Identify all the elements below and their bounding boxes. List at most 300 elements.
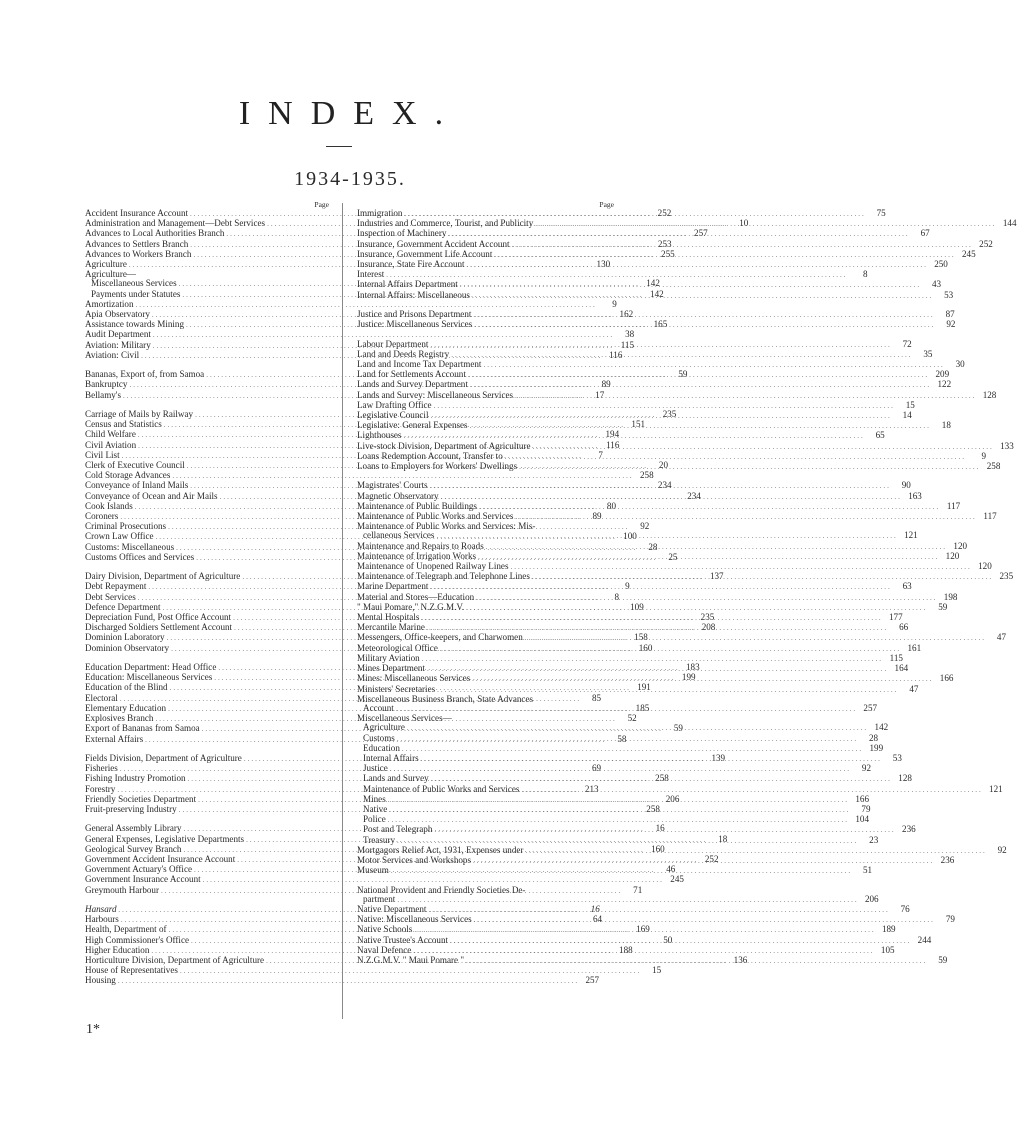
entry-label: Mercantile Marine	[357, 622, 425, 633]
entry-page-number: 257	[694, 228, 708, 239]
entry-label: Law Drafting Office	[357, 399, 432, 410]
entry-label: Horticulture Division, Department of Agriculture	[85, 954, 265, 965]
entry-label: Bananas, Export of, from Samoa	[85, 369, 205, 380]
entry-page-number: 9	[625, 581, 630, 592]
entry-page-number: 105	[880, 944, 895, 955]
entry-page-number: 142	[650, 288, 664, 299]
entry-page-number: 120	[978, 561, 992, 572]
entry-label: Apia Observatory	[85, 309, 150, 320]
dot-leader	[466, 601, 927, 613]
dot-leader	[451, 351, 912, 360]
entry-label: Education of the Blind	[85, 682, 168, 693]
dot-leader	[396, 702, 857, 714]
entry-label: Maintenance of Public Works and Services: Mis-	[357, 521, 536, 532]
entry-label: Immigration	[357, 208, 403, 218]
entry-label: Criminal Prosecutions	[85, 521, 167, 532]
entry-page-number: 8	[862, 269, 868, 280]
dot-leader	[515, 513, 976, 522]
entry-page-number: 90	[901, 480, 911, 491]
entry-page-number: 258	[646, 803, 660, 814]
entry-page-number: 7	[598, 449, 603, 460]
entry-label: Amortization	[85, 298, 134, 309]
entry-page-number: 177	[889, 612, 903, 623]
entry-label: Maintenance of Irrigation Works	[357, 550, 477, 561]
entry-label: " Maui Pomare," N.Z.G.M.V.	[357, 601, 465, 612]
entry-label: Justice and Prisons Department	[357, 309, 472, 320]
entry-page-number: 234	[687, 490, 701, 501]
entry-page-number: 92	[861, 763, 872, 774]
dot-leader	[472, 672, 933, 684]
index-entry	[357, 886, 615, 895]
entry-page-number: 115	[620, 339, 635, 350]
entry-page-number: 100	[623, 531, 637, 542]
entry-page-number: 35	[923, 348, 933, 359]
entry-label: General Assembly Library	[85, 823, 182, 834]
dot-leader	[434, 823, 895, 835]
entry-page-number: 235	[662, 409, 677, 420]
entry-label: Education: Miscellaneous Services	[85, 672, 213, 683]
entry-label: Aviation: Military	[85, 339, 151, 350]
entry-label: Lands and Survey Department	[357, 379, 468, 390]
entry-label: Insurance, Government Accident Account	[357, 238, 510, 249]
entry-label: Post and Telegraph	[363, 824, 433, 835]
entry-page-number: 137	[709, 571, 724, 582]
entry-label: Military Aviation	[357, 652, 420, 663]
entry-label: Fruit-preserving Industry	[85, 803, 177, 814]
entry-page-number: 236	[902, 824, 916, 835]
dot-leader	[486, 543, 947, 552]
entry-label: Police	[363, 814, 386, 825]
entry-page-number: 158	[634, 632, 648, 643]
entry-label: Insurance, Government Life Account	[357, 248, 493, 259]
entry-label: Explosives Branch	[85, 713, 154, 724]
entry-page-number: 23	[869, 834, 879, 845]
entry-label: Maintenance and Repairs to Roads	[357, 540, 484, 551]
entry-page-number: 16	[590, 903, 600, 914]
entry-label: Interest	[357, 269, 385, 280]
entry-label: Native Schools	[357, 924, 413, 935]
entry-label: Conveyance of Inland Mails	[85, 480, 189, 491]
dot-leader	[397, 735, 858, 744]
entry-page-number: 89	[601, 379, 611, 390]
entry-label: House of Representatives	[85, 965, 178, 976]
entry-page-number: 185	[635, 702, 650, 713]
entry-page-number: 63	[902, 581, 912, 592]
entry-page-number: 51	[862, 865, 873, 876]
entry-page-number: 258	[986, 461, 1001, 472]
entry-label: Housing	[85, 975, 116, 986]
entry-label: Maintenance of Public Works and Services	[363, 783, 520, 794]
entry-page-number: 89	[592, 511, 602, 522]
entry-label: Government Insurance Account	[85, 874, 201, 885]
entry-label: Internal Affairs: Miscellaneous	[357, 289, 470, 300]
entry-page-number: 183	[686, 662, 700, 673]
entry-page-number: 166	[939, 673, 954, 684]
entry-page-number: 169	[636, 924, 650, 935]
entry-page-number: 122	[937, 379, 952, 390]
entry-label: External Affairs	[85, 733, 144, 744]
entry-page-number: 252	[657, 208, 672, 218]
entry-label: General Expenses, Legislative Departments	[85, 833, 245, 844]
entry-page-number: 46	[666, 864, 676, 875]
entry-label: Child Welfare	[85, 429, 136, 440]
entry-label: Industries and Commerce, Tourist, and Publicity	[357, 218, 534, 229]
entry-label: Advances to Local Authorities Branch	[85, 228, 225, 239]
entry-label: Account	[363, 702, 394, 713]
entry-page-number: 59	[938, 601, 948, 612]
entry-page-number: 258	[655, 773, 669, 784]
dot-leader	[472, 288, 933, 301]
entry-page-number: 235	[999, 571, 1014, 582]
entry-page-number: 80	[606, 500, 616, 511]
dot-leader	[470, 419, 931, 431]
title-rule	[326, 146, 352, 147]
entry-page-number: 66	[899, 622, 909, 633]
entry-label: Education	[363, 742, 400, 753]
entry-label: Mines: Miscellaneous Services	[357, 673, 471, 684]
entry-page-number: 116	[606, 439, 620, 450]
dot-leader	[422, 655, 883, 664]
entry-label: Geological Survey Branch	[85, 843, 182, 854]
entry-page-number: 28	[648, 541, 658, 552]
entry-page-number: 104	[855, 814, 869, 825]
entry-page-number: 92	[946, 319, 956, 330]
entry-page-number: 38	[625, 329, 635, 340]
dot-leader	[440, 642, 901, 654]
entry-page-number: 47	[996, 632, 1006, 643]
dot-leader	[441, 490, 902, 502]
dot-leader	[511, 563, 972, 572]
entry-label: Maintenance of Telegraph and Telephone Lines	[357, 571, 530, 582]
index-entry	[85, 965, 662, 976]
entry-label: Civil Aviation	[85, 439, 137, 450]
entry-page-number: 244	[917, 934, 932, 945]
entry-page-number: 79	[945, 914, 955, 925]
entry-page-number: 115	[889, 652, 903, 663]
entry-label: Agriculture	[85, 259, 127, 270]
dot-leader	[468, 371, 929, 380]
entry-label: Government Accident Insurance Account	[85, 853, 236, 864]
entry-label: Loans Redemption Account, Transfer to	[357, 450, 503, 461]
entry-label: Lands and Survey: Miscellaneous Services	[357, 389, 514, 400]
entry-page-number: 59	[678, 369, 688, 380]
entry-label: Agriculture—	[85, 269, 137, 280]
entry-label: Naval Defence	[357, 944, 412, 955]
dot-leader	[434, 402, 895, 411]
entry-page-number: 198	[943, 591, 958, 602]
entry-page-number: 160	[651, 843, 665, 854]
entry-page-number: 109	[630, 601, 644, 612]
entry-label: Magistrates' Courts	[357, 480, 428, 491]
entry-label: Treasury	[363, 834, 395, 845]
entry-label: Health, Department of	[85, 924, 167, 935]
entry-page-number: 252	[704, 853, 719, 864]
entry-page-number: 199	[869, 742, 884, 753]
entry-page-number: 194	[605, 429, 620, 440]
dot-leader	[494, 248, 955, 260]
entry-page-number: 67	[920, 228, 930, 239]
entry-label: Export of Bananas from Samoa	[85, 723, 200, 734]
group-spacer	[85, 896, 330, 905]
entry-page-number: 253	[657, 238, 672, 249]
entry-page-number: 8	[614, 591, 620, 602]
entry-label: Audit Department	[85, 329, 151, 340]
entry-page-number: 116	[609, 349, 623, 360]
year-range: 1934-1935.	[294, 168, 406, 190]
dot-leader	[388, 793, 849, 805]
entry-page-number: 47	[909, 683, 919, 694]
entry-page-number: 136	[733, 954, 748, 965]
index-entry	[357, 692, 615, 704]
entry-label: Bellamy's	[85, 389, 121, 400]
column-divider	[342, 203, 343, 1019]
entry-label: Maintenance of Public Buildings	[357, 500, 477, 511]
entry-label: Assistance towards Mining	[85, 319, 185, 330]
dot-leader	[483, 361, 944, 370]
entry-page-number: 16	[655, 823, 665, 834]
dot-leader	[466, 954, 927, 966]
entry-page-number: 142	[646, 278, 660, 289]
entry-label: Dominion Observatory	[85, 642, 170, 653]
entry-label: Forestry	[85, 783, 116, 794]
entry-label: Electoral	[85, 692, 118, 703]
entry-page-number: 121	[989, 783, 1003, 794]
entry-label: Customs	[363, 732, 395, 743]
entry-label: N.Z.G.M.V. " Maui Pomare "	[357, 954, 465, 965]
dot-leader	[478, 553, 939, 562]
entry-page-number: 65	[875, 430, 885, 441]
entry-page-number: 236	[940, 854, 955, 865]
dot-leader	[427, 662, 888, 674]
entry-label: Administration and Management—Debt Services	[85, 218, 266, 229]
entry-label: Meteorological Office	[357, 642, 438, 653]
entry-page-number: 79	[861, 803, 871, 814]
entry-label: Accident Insurance Account	[85, 208, 189, 218]
entry-label: Bankruptcy	[85, 379, 128, 390]
entry-page-number: 258	[639, 470, 654, 481]
entry-page-number: 199	[681, 672, 696, 683]
entry-page-number: 163	[908, 490, 922, 501]
entry-page-number: 189	[881, 924, 896, 935]
entry-page-number: 130	[596, 259, 611, 270]
entry-page-number: 245	[961, 248, 976, 259]
entry-page-number: 85	[591, 692, 602, 703]
dot-leader	[479, 500, 940, 512]
entry-label: Ministers' Secretaries	[357, 683, 436, 694]
entry-page-number: 128	[898, 773, 912, 784]
entry-page-number: 166	[855, 793, 869, 804]
dot-leader	[407, 724, 868, 733]
entry-page-number: 162	[619, 309, 634, 320]
entry-label: Justice: Miscellaneous Services	[357, 319, 473, 330]
entry-page-number: 257	[863, 702, 878, 713]
entry-label: Elementary Education	[85, 702, 167, 713]
entry-page-number: 53	[892, 752, 902, 763]
entry-label: Land and Deeds Registry	[357, 348, 450, 359]
entry-label: Dairy Division, Department of Agriculture	[85, 571, 241, 582]
entry-page-number: 58	[617, 733, 627, 744]
entry-page-number: 64	[593, 914, 603, 925]
dot-leader	[525, 843, 986, 856]
entry-label: Marine Department	[357, 581, 429, 592]
entry-page-number: 257	[585, 975, 600, 986]
entry-page-number: 142	[874, 722, 889, 733]
entry-label: Miscellaneous Services—	[357, 713, 452, 724]
entry-label: Maintenance of Public Works and Services	[357, 511, 514, 522]
dot-leader	[180, 967, 641, 976]
entry-label: Miscellaneous Services	[91, 278, 177, 289]
entry-page-number: 71	[633, 884, 643, 895]
entry-page-number: 213	[584, 783, 599, 794]
entry-label: Payments under Statutes	[91, 288, 181, 299]
entry-page-number: 72	[902, 338, 912, 349]
entry-page-number: 235	[700, 612, 715, 623]
entry-label: Internal Affairs	[363, 752, 419, 763]
index-entry	[357, 259, 948, 270]
entry-label: Lighthouses	[357, 430, 402, 441]
entry-page-number: 151	[631, 419, 646, 430]
entry-label: Conveyance of Ocean and Air Mails	[85, 490, 218, 501]
entry-label: Debt Services	[85, 591, 136, 602]
entry-page-number: 9	[981, 450, 986, 461]
entry-label: Advances to Settlers Branch	[85, 238, 189, 249]
entry-label: Depreciation Fund, Post Office Account	[85, 612, 232, 623]
entry-label: Lands and Survey	[363, 773, 429, 784]
dot-leader	[421, 614, 882, 623]
entry-page-number: 245	[670, 874, 684, 885]
entry-label: Magnetic Observatory	[357, 490, 439, 501]
dot-leader	[436, 532, 897, 541]
dot-leader	[391, 864, 852, 876]
dot-leader	[428, 903, 889, 915]
page-column-header-left: Page	[314, 200, 329, 209]
entry-page-number: 59	[673, 723, 683, 734]
entry-label: Loans to Employers for Workers' Dwellings	[357, 461, 518, 472]
dot-leader	[450, 934, 911, 946]
entry-page-number: 206	[864, 893, 879, 904]
entry-page-number: 92	[640, 521, 650, 532]
entry-label: Civil List	[85, 449, 120, 460]
page-column-header-right: Page	[599, 200, 614, 209]
entry-label: Agriculture	[363, 722, 405, 733]
entry-page-number: 117	[946, 500, 961, 511]
index-entry	[85, 874, 684, 885]
entry-label: Internal Affairs Department	[357, 279, 458, 290]
dot-leader	[413, 944, 874, 956]
index-entry	[85, 975, 600, 986]
dot-leader	[397, 896, 858, 905]
dot-leader	[402, 745, 863, 754]
entry-page-number: 165	[653, 319, 668, 330]
dot-leader	[421, 752, 882, 764]
entry-label: cellaneous Services	[363, 530, 435, 541]
entry-label: Maintenance of Unopened Railway Lines	[357, 561, 509, 572]
entry-page-number: 43	[932, 279, 942, 290]
entry-label: Crown Law Office	[85, 531, 154, 542]
entry-label: Clerk of Executive Council	[85, 460, 185, 471]
entry-page-number: 120	[953, 540, 968, 551]
entry-page-number: 76	[900, 903, 910, 914]
entry-page-number: 59	[938, 954, 948, 965]
entry-label: Native: Miscellaneous Services	[357, 914, 472, 925]
dot-leader	[521, 783, 982, 795]
entry-page-number: 161	[907, 642, 922, 653]
entry-page-number: 252	[979, 238, 993, 249]
dot-leader	[389, 803, 850, 815]
entry-label: Customs Offices and Services	[85, 551, 195, 562]
entry-label: Greymouth Harbour	[85, 884, 159, 895]
entry-label: Dominion Laboratory	[85, 632, 165, 643]
entry-page-number: 52	[627, 713, 637, 724]
entry-label: Fishing Industry Promotion	[85, 773, 186, 784]
entry-label: Land and Income Tax Department	[357, 359, 482, 370]
entry-page-number: 164	[894, 663, 909, 674]
entry-label: Discharged Soldiers Settlement Account	[85, 622, 233, 633]
dot-leader	[473, 311, 934, 320]
entry-page-number: 250	[934, 259, 948, 270]
entry-label: Cold Storage Advances	[85, 470, 171, 481]
entry-page-number: 255	[661, 248, 675, 259]
entry-label: Museum	[357, 865, 389, 876]
entry-label: Higher Education	[85, 944, 150, 955]
entry-label: Harbours	[85, 914, 119, 925]
entry-label: Native Department	[357, 903, 427, 914]
entry-page-number: 69	[592, 763, 602, 774]
entry-label: Fisheries	[85, 763, 118, 774]
entry-page-number: 128	[982, 389, 997, 400]
entry-label: Miscellaneous Business Branch, State Advances	[357, 693, 534, 704]
entry-label: Insurance, State Fire Account	[357, 259, 465, 270]
dot-leader	[470, 381, 931, 390]
dot-leader	[448, 230, 909, 239]
entry-page-number: 144	[1002, 218, 1017, 229]
entry-page-number: 28	[869, 732, 879, 743]
entry-label: National Provident and Friendly Societies De-	[357, 884, 526, 895]
entry-label: Cook Islands	[85, 500, 133, 511]
dot-leader	[430, 409, 891, 421]
entry-label: Labour Department	[357, 338, 429, 349]
entry-label: Debt Repayment	[85, 581, 147, 592]
entry-page-number: 18	[941, 420, 951, 431]
entry-page-number: 18	[718, 833, 728, 844]
entry-label: Justice	[363, 763, 388, 774]
entry-label: Mental Hospitals	[357, 612, 420, 623]
entry-page-number: 15	[652, 965, 662, 976]
entry-label: Friendly Societies Department	[85, 793, 197, 804]
dot-leader	[532, 573, 993, 582]
entry-label: Hansard	[85, 903, 117, 914]
entry-page-number: 191	[637, 682, 651, 693]
entry-label: Land for Settlements Account	[357, 369, 466, 380]
entry-label: Defence Department	[85, 601, 161, 612]
entry-page-number: 53	[944, 289, 954, 300]
entry-label: Motor Services and Workshops	[357, 854, 472, 865]
dot-leader	[388, 816, 849, 825]
entry-label: Mortgagors Relief Act, 1931, Expenses under	[357, 844, 524, 855]
entry-page-number: 160	[638, 642, 653, 653]
entry-page-number: 9	[612, 298, 617, 309]
entry-label: Inspection of Machinery	[357, 228, 447, 239]
dot-leader	[460, 278, 921, 290]
dot-leader	[519, 460, 980, 472]
entry-label: Government Actuary's Office	[85, 864, 193, 875]
entry-page-number: 117	[983, 511, 997, 522]
entry-label: Fields Division, Department of Agriculture	[85, 752, 242, 763]
entry-label: Coroners	[85, 511, 119, 522]
entry-page-number: 234	[657, 480, 672, 491]
entry-page-number: 25	[668, 551, 678, 562]
entry-page-number: 20	[658, 460, 669, 471]
